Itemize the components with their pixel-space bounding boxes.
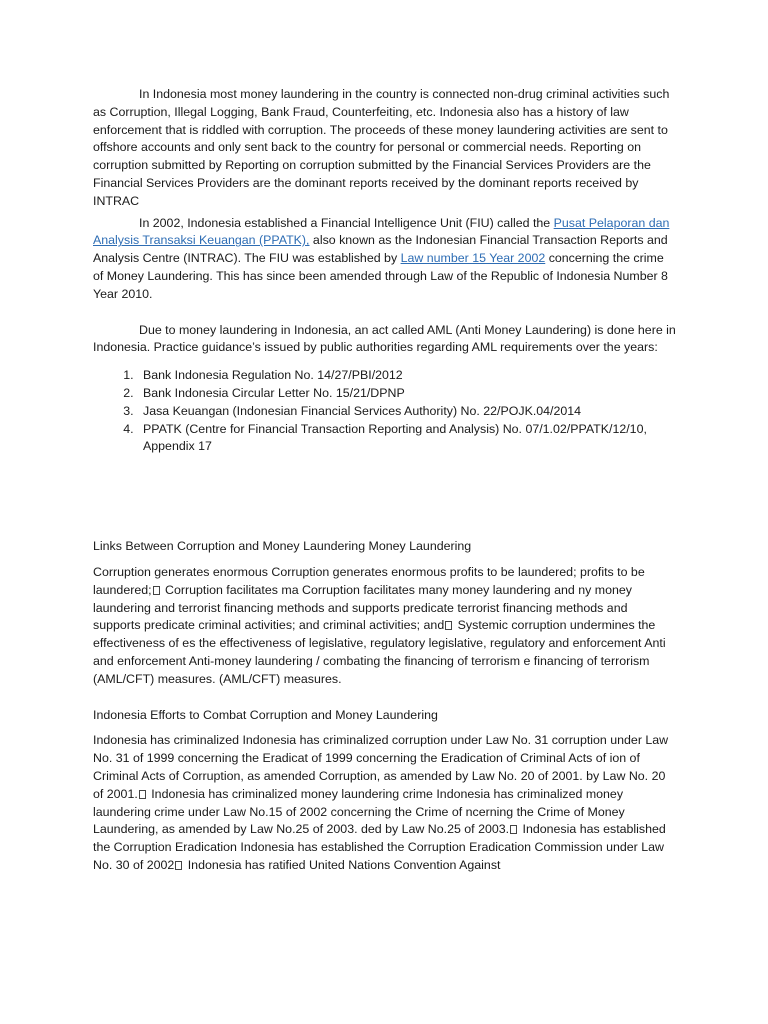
- intro-paragraph: In Indonesia most money laundering in the country is connected non-drug criminal activities such as Corruption, Illegal Logging, Bank Fraud, Counterfeiting, etc. Indonesia also has a history of law enforcement that is riddled with corruption. The proceeds of these money laundering activities are sent to offshore accounts and only sent back to the country for personal or commercial needs. Reporting on corruption submitted by Reporting on corruption submitted by the Financial Services Providers are the Financial Services Providers are the dominant reports received by the dominant reports received by INTRAC: [93, 87, 670, 208]
- fiu-text-a: In 2002, Indonesia established a Financial Intelligence Unit (FIU) called the: [139, 215, 554, 230]
- missing-glyph-icon: [153, 586, 160, 595]
- missing-glyph-icon: [139, 790, 146, 799]
- fiu-text-c: concerning the crime of Money Laundering. This has since been amended through Law of the Republic of Indonesia Number 8 Year 2010.: [93, 251, 668, 301]
- regulation-item: 4. PPATK (Centre for Financial Transaction Reporting and Analysis) No. 07/1.02/PPATK/12/10, Appendix 17: [137, 421, 677, 457]
- missing-glyph-icon: [510, 825, 517, 834]
- links-text-3: Systemic corruption undermines the effectiveness of es the effectiveness of legislative, regulatory legislative, regulatory and enforcement Anti and enforcement Anti-money laundering / combating the financing of terrorism e financing of terrorism (AML/CFT) measures. (AML/CFT) measures.: [93, 618, 666, 686]
- regulation-item: 2. Bank Indonesia Circular Letter No. 15/21/DPNP: [137, 385, 677, 403]
- section-heading-links: Links Between Corruption and Money Laundering Money Laundering: [93, 539, 472, 554]
- efforts-text-3: Indonesia has established the Corruption Eradication Indonesia has established the Corruption Eradication Commission under Law No. 30 of 2002: [93, 822, 666, 872]
- ppatk-link[interactable]: Pusat Pelaporan dan Analysis Transaksi Keuangan (PPATK),: [93, 215, 670, 248]
- fiu-text-b: also known as the Indonesian Financial Transaction Reports and Analysis Centre (INTRAC). The FIU was established by: [93, 233, 668, 266]
- links-paragraph: [93, 564, 677, 689]
- efforts-text-1: Indonesia has criminalized Indonesia has criminalized corruption under Law No. 31 corruption under Law No. 31 of 1999 concerning the Eradicat of 1999 concerning the Eradication of Criminal Acts of ion of Criminal Acts of Corruption, as amended Corruption, as amended by Law No. 20 of 2001. by Law No. 20 of 2001.: [93, 733, 669, 801]
- section-heading-efforts: Indonesia Efforts to Combat Corruption and Money Laundering: [93, 707, 438, 722]
- efforts-text-4: Indonesia has ratified United Nations Convention Against: [184, 857, 501, 872]
- links-text-2: Corruption facilitates ma Corruption facilitates many money laundering and ny money laundering and terrorist financing methods and supports predicate terrorist financing methods and supports predicate criminal activities; and criminal activities; and: [93, 582, 632, 633]
- regulation-item: 3. Jasa Keuangan (Indonesian Financial Services Authority) No. 22/POJK.04/2014: [137, 403, 677, 421]
- fiu-paragraph: [93, 215, 677, 304]
- regulation-item: 1. Bank Indonesia Regulation No. 14/27/PBI/2012: [137, 367, 677, 385]
- efforts-paragraph: [93, 732, 677, 874]
- law-15-link[interactable]: Law number 15 Year 2002: [400, 251, 546, 266]
- aml-paragraph: Due to money laundering in Indonesia, an act called AML (Anti Money Laundering) is done here in Indonesia. Practice guidance’s issued by public authorities regarding AML requirements over the years:: [93, 322, 676, 355]
- missing-glyph-icon: [445, 621, 452, 630]
- missing-glyph-icon: [175, 861, 182, 870]
- document-page: [93, 86, 677, 875]
- links-text-1: Corruption generates enormous Corruption generates enormous profits to be laundered; profits to be laundered;: [93, 564, 645, 597]
- efforts-text-2: Indonesia has criminalized money laundering crime Indonesia has criminalized money laundering crime under Law No.15 of 2002 concerning the Crime of ncerning the Crime of Money Laundering, as amended by Law No.25 of 2003. ded by Law No.25 of 2003.: [93, 786, 625, 837]
- regulation-list: [93, 367, 677, 456]
